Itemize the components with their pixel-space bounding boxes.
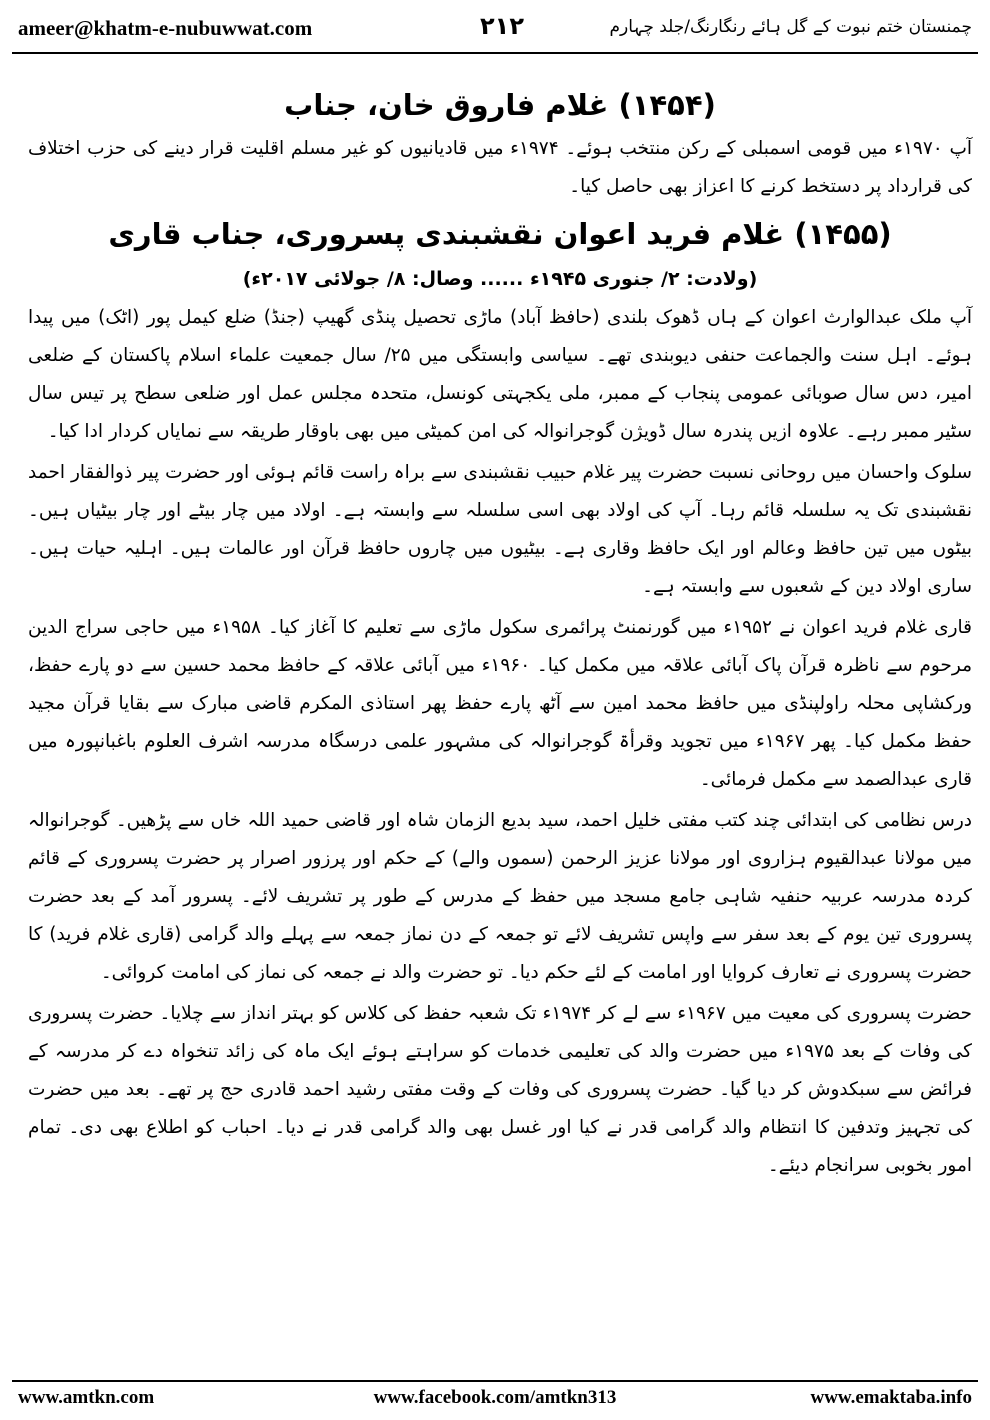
entry-1455-dates: (ولادت: ۲/ جنوری ۱۹۴۵ء ...... وصال: ۸/ جولائی ۲۰۱۷ء) bbox=[242, 268, 758, 290]
entry-1455-paragraph-2: سلوک واحسان میں روحانی نسبت حضرت پیر غلام حبیب نقشبندی سے براہ راست قائم ہوئی اور حضرت پیر ذوالفقار احمد نقشبندی تک یہ سلسلہ قائم رہا۔ آپ کی اولاد بھی اسی سلسلہ سے وابستہ ہے۔ اولاد میں چار بیٹے اور چار بیٹیاں ہیں۔ بیٹوں میں تین حافظ وعالم اور ایک حافظ وقاری ہے۔ بیٹیوں میں چاروں حافظ قرآن اور عالمات ہیں۔ اہلیہ حیات ہیں۔ ساری اولاد دین کے شعبوں سے وابستہ ہے۔ bbox=[28, 462, 972, 597]
footer-link-amtkn[interactable]: www.amtkn.com bbox=[18, 1387, 155, 1408]
page-footer bbox=[12, 1387, 978, 1415]
page-content bbox=[28, 80, 972, 1188]
footer-link-facebook[interactable]: www.facebook.com/amtkn313 bbox=[373, 1387, 617, 1408]
entry-1454-title: (۱۴۵۴) غلام فاروق خان، جناب bbox=[284, 88, 716, 122]
footer-link-emaktaba[interactable]: www.emaktaba.info bbox=[810, 1387, 972, 1408]
entry-1455-paragraph-3: قاری غلام فرید اعوان نے ۱۹۵۲ء میں گورنمنٹ پرائمری سکول ماڑی سے تعلیم کا آغاز کیا۔ ۱۹۵۸ء میں حاجی سراج الدین مرحوم سے ناظرہ قرآن پاک آبائی علاقہ میں مکمل کیا۔ ۱۹۶۰ء میں آبائی علاقہ کے حافظ محمد حسین سے دو پارے حفظ، ورکشاپی محلہ راولپنڈی میں حافظ محمد امین سے آٹھ پارے حفظ پھر استاذی المکرم قاضی مبارک سے بقایا قرآن مجید حفظ مکمل کیا۔ پھر ۱۹۶۷ء میں تجوید وقرأۃ گوجرانوالہ کی مشہور علمی درسگاہ مدرسہ اشرف العلوم باغبانپورہ میں قاری عبدالصمد سے مکمل فرمائی۔ bbox=[28, 617, 973, 790]
entry-1455-paragraph-1: آپ ملک عبدالوارث اعوان کے ہاں ڈھوک بلندی (حافظ آباد) ماڑی تحصیل پنڈی گھیپ (جنڈ) ضلع کیمل پور (اٹک) میں پیدا ہوئے۔ اہل سنت والجماعت حنفی دیوبندی تھے۔ سیاسی وابستگی میں ۲۵/ سال جمعیت علماء اسلام پاکستان کے ضلعی امیر، دس سال صوبائی عمومی پنجاب کے ممبر، ملی یکجہتی کونسل، متحدہ مجلس عمل اور ضلعی سطح پر تیس سال سٹیر ممبر رہے۔ علاوہ ازیں پندرہ سال ڈویژن گوجرانوالہ کی امن کمیٹی میں بھی باوقار طریقہ سے نمایاں کردار ادا کیا۔ bbox=[28, 307, 972, 442]
entry-1455-paragraph-5: حضرت پسروری کی معیت میں ۱۹۶۷ء سے لے کر ۱۹۷۴ء تک شعبہ حفظ کی کلاس کو بہتر انداز سے چلایا۔ حضرت پسروری کی وفات کے بعد ۱۹۷۵ء میں حضرت والد کی تعلیمی خدمات کو سراہتے ہوئے ایک ماہ کی زائد تنخواہ دے کر مدرسہ کے فرائض سے سبکدوش کر دیا گیا۔ حضرت پسروری کی وفات کے وقت مفتی رشید احمد قادری حج پر تھے۔ بعد میں حضرت کی تجہیز وتدفین کا انتظام والد گرامی قدر نے کیا اور غسل بھی والد گرامی قدر نے دیا۔ احباب کو اطلاع بھی دی۔ تمام امور بخوبی سرانجام دیئے۔ bbox=[28, 1003, 972, 1176]
footer-divider bbox=[12, 1380, 978, 1382]
entry-1455-paragraph-4: درس نظامی کی ابتدائی چند کتب مفتی خلیل احمد، سید بدیع الزمان شاہ اور قاضی حمید اللہ خاں سے پڑھیں۔ گوجرانوالہ میں مولانا عبدالقیوم ہزاروی اور مولانا عزیز الرحمن (سموں والے) کے حکم اور پرزور اصرار پر حضرت پسروری کے قائم کردہ مدرسہ عربیہ حنفیہ شاہی جامع مسجد میں حفظ کے مدرس کے طور پر تشریف لائے۔ پسرور آمد کے بعد حضرت پسروری تین یوم کے بعد سفر سے واپس تشریف لائے تو جمعہ کے دن نماز جمعہ سے پہلے والد گرامی (قاری غلام فرید) کا حضرت پسروری نے تعارف کروایا اور امامت کے لئے حکم دیا۔ تو حضرت والد نے جمعہ کی نماز کی امامت کروائی۔ bbox=[28, 810, 972, 983]
book-title: چمنستان ختم نبوت کے گل ہائے رنگارنگ/جلد چہارم bbox=[609, 17, 972, 37]
page-header bbox=[12, 10, 978, 52]
header-email[interactable]: ameer@khatm-e-nubuwwat.com bbox=[18, 16, 313, 40]
entry-1455-title: (۱۴۵۵) غلام فرید اعوان نقشبندی پسروری، جناب قاری bbox=[108, 217, 892, 251]
header-divider bbox=[12, 52, 978, 54]
entry-1454-paragraph-1: آپ ۱۹۷۰ء میں قومی اسمبلی کے رکن منتخب ہوئے۔ ۱۹۷۴ء میں قادیانیوں کو غیر مسلم اقلیت قرار دینے کی حزب اختلاف کی قرارداد پر دستخط کرنے کا اعزاز بھی حاصل کیا۔ bbox=[28, 138, 972, 197]
page-number: ۲۱۲ bbox=[480, 12, 524, 40]
